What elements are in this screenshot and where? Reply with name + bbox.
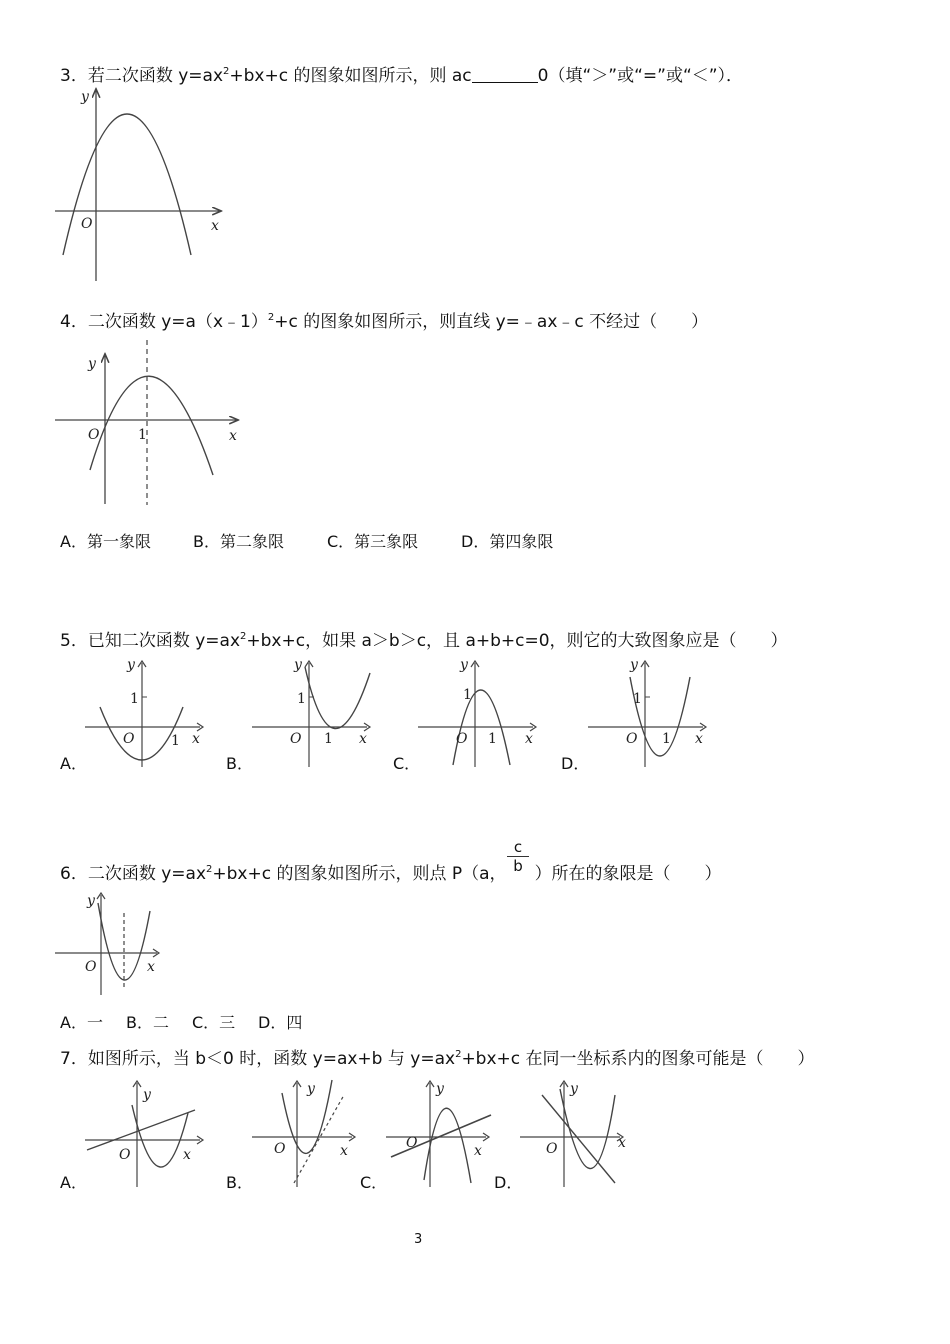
q7-graph-a bbox=[85, 1075, 210, 1190]
svg-text:x: x bbox=[183, 1147, 191, 1163]
svg-text:1: 1 bbox=[171, 733, 180, 749]
question-6-graph bbox=[55, 885, 170, 1000]
svg-text:O: O bbox=[85, 959, 97, 975]
q4-option-b[interactable]: B．第二象限 bbox=[193, 532, 284, 551]
svg-text:y: y bbox=[294, 657, 302, 673]
q7-option-d[interactable]: D． bbox=[494, 1173, 523, 1192]
q5-graph-c bbox=[418, 655, 543, 770]
svg-text:1: 1 bbox=[662, 731, 671, 747]
y-axis-label: y bbox=[88, 356, 96, 372]
q7-option-c[interactable]: C． bbox=[360, 1173, 388, 1192]
svg-text:y: y bbox=[460, 657, 468, 673]
svg-text:y: y bbox=[307, 1081, 315, 1097]
svg-text:1: 1 bbox=[297, 691, 306, 707]
question-6-text: 6．二次函数 $y=ax^2+bx+c$ 的图象如图所示，则点 P（a， ）所在的象限是（ ） bbox=[60, 864, 722, 884]
svg-text:x: x bbox=[340, 1143, 348, 1159]
q6-option-b[interactable]: B．二 bbox=[126, 1013, 169, 1032]
q5-graph-b bbox=[252, 655, 377, 770]
svg-text:1: 1 bbox=[130, 691, 139, 707]
svg-text:x: x bbox=[192, 731, 200, 747]
q5-option-c[interactable]: C． bbox=[393, 754, 421, 773]
q4-option-c[interactable]: C．第三象限 bbox=[327, 532, 419, 551]
svg-text:x: x bbox=[695, 731, 703, 747]
svg-text:x: x bbox=[525, 731, 533, 747]
q6-option-a[interactable]: A．一 bbox=[60, 1013, 103, 1032]
svg-text:1: 1 bbox=[488, 731, 497, 747]
q7-graph-c bbox=[386, 1075, 511, 1190]
question-3-graph bbox=[55, 85, 230, 285]
parabola-curve bbox=[63, 114, 191, 255]
svg-text:O: O bbox=[626, 731, 638, 747]
q5-option-b[interactable]: B． bbox=[226, 754, 253, 773]
parabola-curve bbox=[90, 376, 213, 475]
svg-text:x: x bbox=[618, 1135, 626, 1151]
svg-text:O: O bbox=[119, 1147, 131, 1163]
x-axis-label: x bbox=[211, 218, 219, 234]
origin-label: O bbox=[81, 216, 93, 232]
q6-option-d[interactable]: D．四 bbox=[258, 1013, 303, 1032]
tick-label-one: 1 bbox=[138, 427, 147, 443]
svg-text:y: y bbox=[143, 1087, 151, 1103]
svg-text:y: y bbox=[127, 657, 135, 673]
origin-label: O bbox=[88, 427, 100, 443]
svg-text:O: O bbox=[290, 731, 302, 747]
svg-text:y: y bbox=[436, 1081, 444, 1097]
x-axis-label: x bbox=[229, 428, 237, 444]
q7-option-a[interactable]: A． bbox=[60, 1173, 87, 1192]
fraction-c-over-b: $\frac{c}{b}$ bbox=[507, 838, 529, 875]
svg-text:y: y bbox=[570, 1081, 578, 1097]
q5-option-d[interactable]: D． bbox=[561, 754, 590, 773]
q7-graph-b bbox=[252, 1075, 377, 1190]
question-5-text: 5．已知二次函数 $y=ax^2+bx+c$，如果 a＞b＞c，且 a+b+c=0，则它的大致图象应是（ ） bbox=[60, 631, 788, 651]
answer-blank[interactable] bbox=[472, 66, 538, 83]
y-axis-label: y bbox=[81, 89, 89, 105]
q5-graph-d bbox=[588, 655, 713, 770]
q5-graph-a bbox=[85, 655, 210, 770]
svg-text:x: x bbox=[474, 1143, 482, 1159]
question-3-text: 3．若二次函数 $y=ax^2+bx+c$ 的图象如图所示，则 ac 0（填“＞”或“=”或“＜”）． bbox=[60, 66, 744, 86]
svg-text:O: O bbox=[546, 1141, 558, 1157]
question-7-text: 7．如图所示，当 b＜0 时，函数 y=ax+b 与 $y=ax^2+bx+c$ 在同一坐标系内的图象可能是（ ） bbox=[60, 1049, 815, 1069]
q4-option-a[interactable]: A．第一象限 bbox=[60, 532, 151, 551]
svg-text:y: y bbox=[87, 893, 95, 909]
svg-text:1: 1 bbox=[324, 731, 333, 747]
svg-text:y: y bbox=[630, 657, 638, 673]
svg-text:O: O bbox=[406, 1135, 418, 1151]
q6-option-c[interactable]: C．三 bbox=[192, 1013, 236, 1032]
svg-text:O: O bbox=[456, 731, 468, 747]
q7-option-b[interactable]: B． bbox=[226, 1173, 253, 1192]
q7-graph-d bbox=[520, 1075, 645, 1190]
q4-option-d[interactable]: D．第四象限 bbox=[461, 532, 554, 551]
question-4-text: 4．二次函数 y=a（x﹣1）$^2$+c 的图象如图所示，则直线 y=﹣ax﹣c 不经过（ ） bbox=[60, 312, 709, 332]
svg-text:O: O bbox=[123, 731, 135, 747]
q5-option-a[interactable]: A． bbox=[60, 754, 87, 773]
svg-text:x: x bbox=[147, 959, 155, 975]
svg-text:x: x bbox=[359, 731, 367, 747]
svg-text:O: O bbox=[274, 1141, 286, 1157]
question-4-graph bbox=[55, 340, 245, 510]
svg-text:1: 1 bbox=[463, 687, 472, 703]
svg-text:1: 1 bbox=[633, 691, 642, 707]
page-number: 3 bbox=[414, 1232, 423, 1247]
